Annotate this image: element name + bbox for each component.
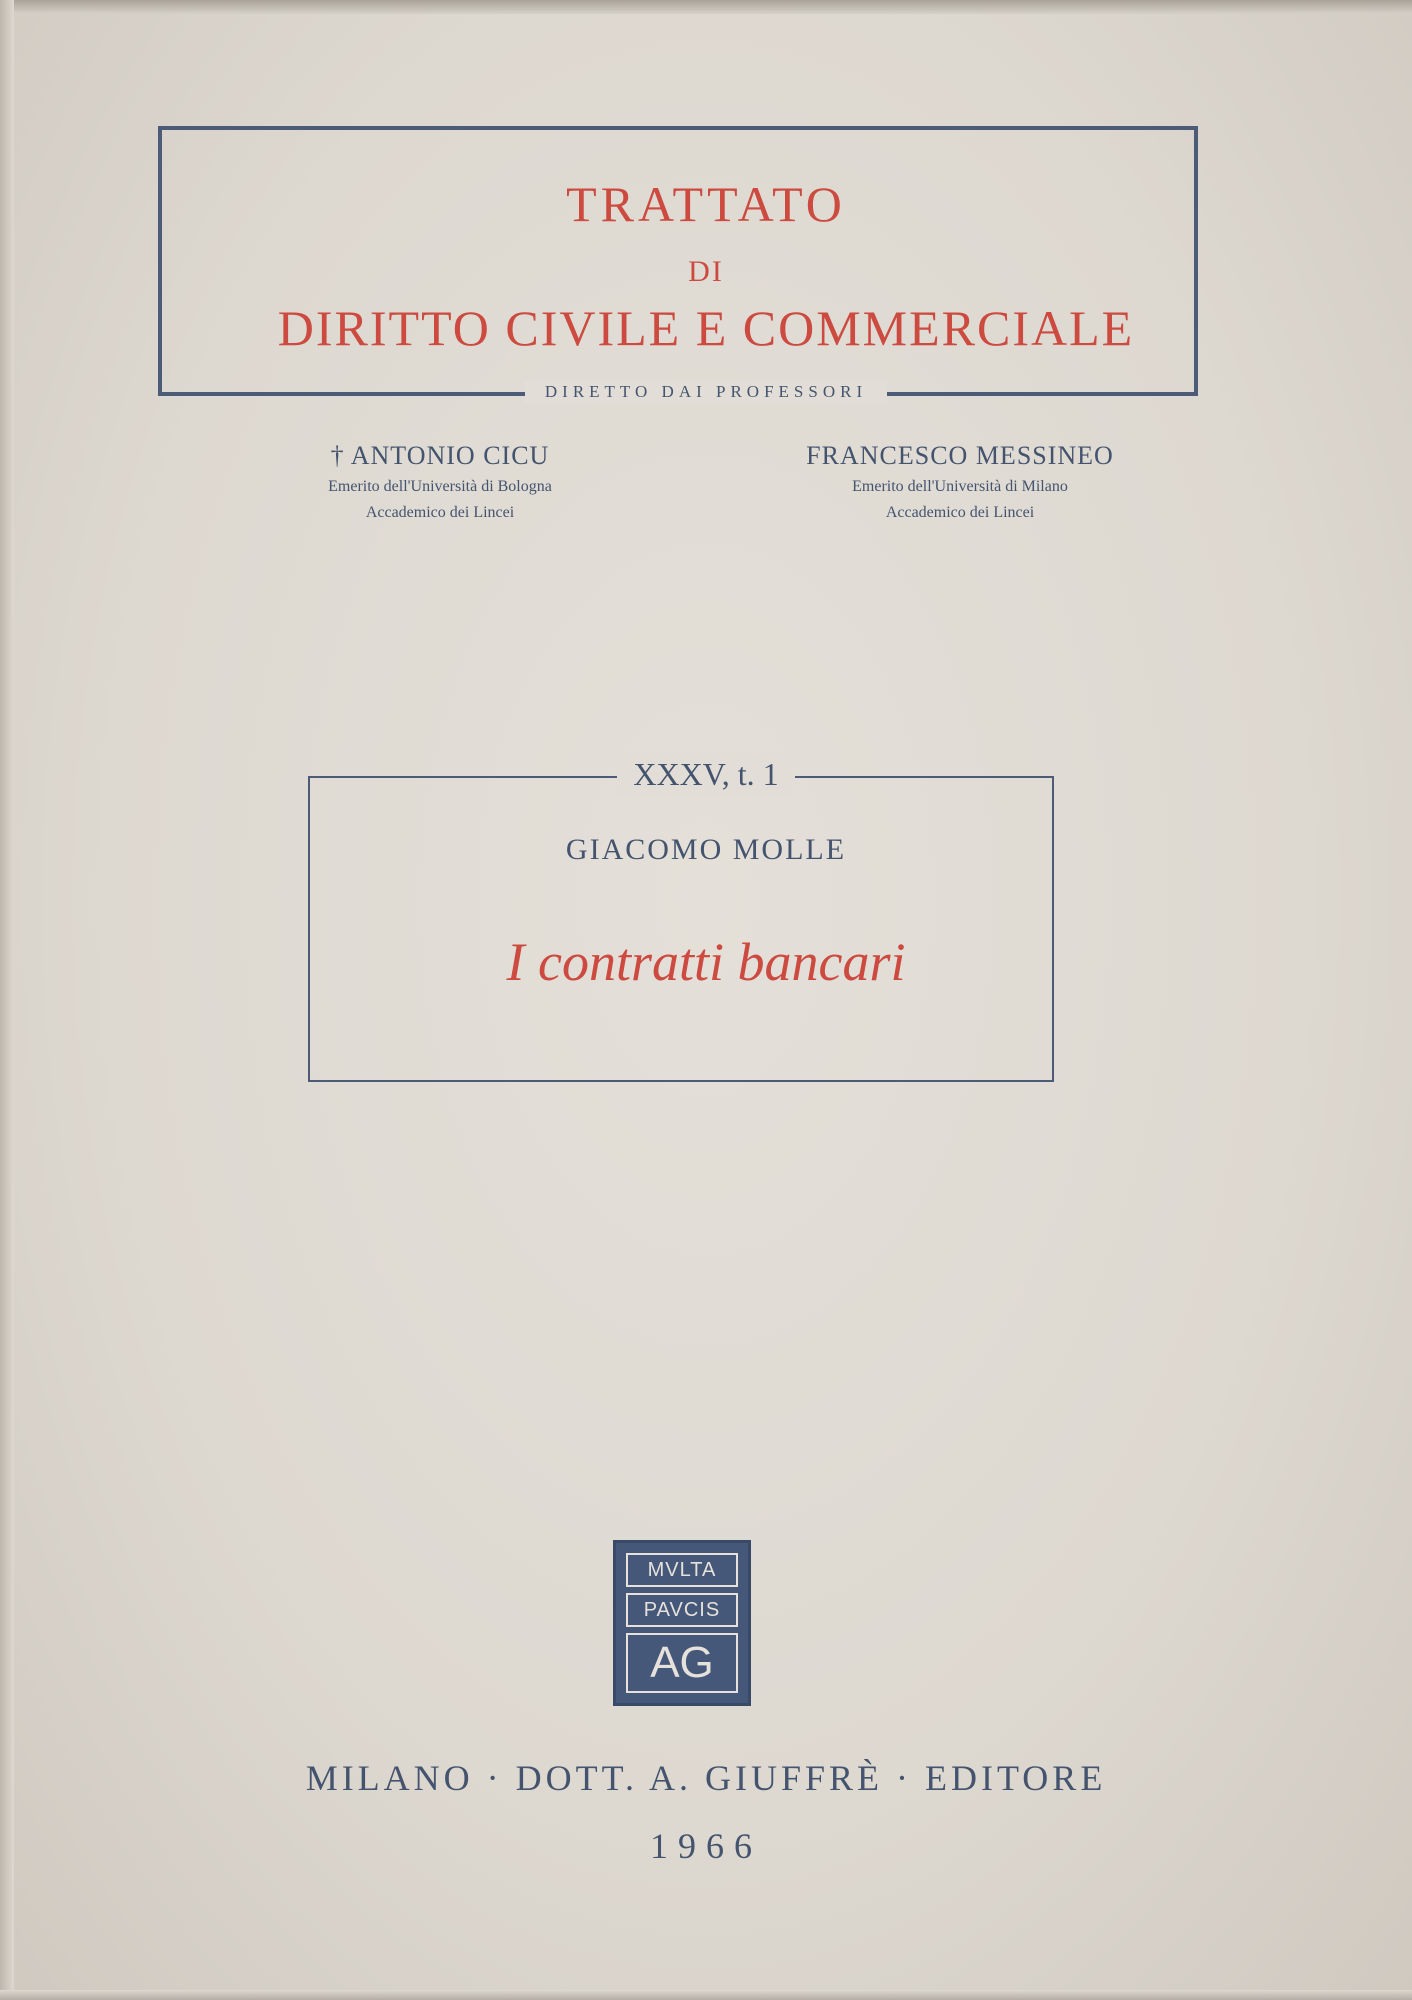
- series-subtitle: DIRITTO CIVILE E COMMERCIALE: [277, 300, 1135, 356]
- volume-label: [0, 752, 1412, 796]
- logo-monogram: AG: [626, 1633, 738, 1693]
- director-affiliation: Emerito dell'Università di Bologna: [328, 478, 552, 495]
- volume-author: GIACOMO MOLLE: [565, 833, 847, 866]
- directed-by-caption: [0, 380, 1412, 404]
- director-name: FRANCESCO MESSINEO: [806, 441, 1114, 470]
- cover-edge-bottom: [0, 1990, 1412, 2000]
- directed-by-text: DIRETTO DAI PROFESSORI: [525, 380, 887, 404]
- volume-frame: [308, 776, 1054, 1082]
- publisher-imprint: MILANO · DOTT. A. GIUFFRÈ · EDITORE: [305, 1758, 1107, 1798]
- director-messineo: [740, 440, 1180, 524]
- logo-line-2: PAVCIS: [626, 1593, 738, 1627]
- director-name: † ANTONIO CICU: [330, 441, 550, 470]
- logo-line-1: MVLTA: [626, 1553, 738, 1587]
- publication-year: 1966: [650, 1826, 762, 1866]
- book-title: I contratti bancari: [506, 932, 906, 992]
- publisher-logo: [613, 1540, 751, 1706]
- series-title: TRATTATO: [566, 176, 846, 232]
- director-affiliation: Accademico dei Lincei: [885, 504, 1035, 521]
- cover-edge-top: [0, 0, 1412, 14]
- director-affiliation: Emerito dell'Università di Milano: [852, 478, 1068, 495]
- volume-number: XXXV, t. 1: [617, 752, 794, 796]
- series-di: DI: [688, 255, 724, 288]
- director-cicu: [220, 440, 660, 524]
- director-affiliation: Accademico dei Lincei: [365, 504, 515, 521]
